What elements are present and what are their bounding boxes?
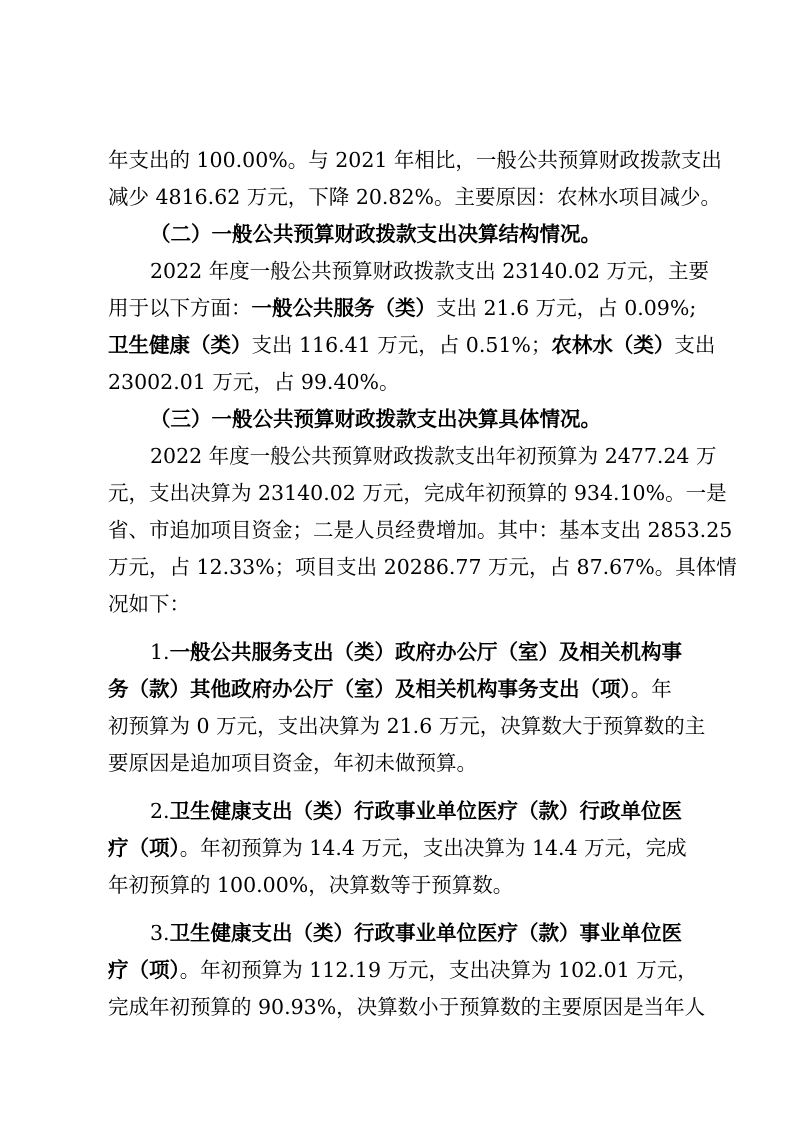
paragraph [108,253,716,401]
bold-text: 卫生健康（类） [108,333,252,357]
text-line [108,290,697,327]
text-line [108,438,717,475]
body-text: 。年初预算为 112.19 万元，支出决算为 102.01 万元， [179,958,698,982]
bold-text: 疗（项） [108,836,180,860]
body-text: 年支出的 100.00%。与 2021 年相比，一般公共预算财政拨款支出 [108,148,722,172]
body-text: 3. [150,921,170,945]
text-line [108,364,685,401]
body-text: 省、市追加项目资金；二是人员经费增加。其中：基本支出 2853.25 [108,518,733,542]
text-line [108,915,685,952]
paragraph [108,634,706,782]
text-line [108,512,733,549]
body-text: 2022 年度一般公共预算财政拨款支出 23140.02 万元，主要 [150,259,710,283]
body-text: 年初预算的 100.00%，决算数等于预算数。 [108,873,514,897]
paragraph [108,438,737,623]
text-line [108,830,685,867]
bold-text: 疗（项） [108,958,180,982]
paragraph [108,793,685,904]
bold-text: （三）一般公共预算财政拨款支出决算具体情况。 [150,407,601,431]
body-text: 要原因是追加项目资金，年初未做预算。 [108,751,477,775]
body-text: 元，支出决算为 23140.02 万元，完成年初预算的 934.10%。一是 [108,481,727,505]
body-text: 2. [150,799,170,823]
bold-text: 卫生健康支出（类）行政事业单位医疗（款）事业单位医 [169,921,683,945]
text-line [108,586,685,623]
text-line [108,671,685,708]
text-line [108,327,716,364]
body-text: 。年 [630,677,672,701]
bold-text: 一般公共服务（类） [251,296,436,320]
text-line [108,401,685,438]
bold-text: （二）一般公共预算财政拨款支出决算结构情况。 [150,222,601,246]
text-line [108,142,722,179]
text-line [108,989,706,1026]
body-text: 万元，占 12.33%；项目支出 20286.77 万元，占 87.67%。具体情 [108,555,737,579]
text-line [108,179,721,216]
text-line [108,793,685,830]
bold-text: 一般公共服务支出（类）政府办公厅（室）及相关机构事 [169,640,683,664]
bold-text: 务（款）其他政府办公厅（室）及相关机构事务支出（项） [108,677,631,701]
paragraph [108,401,685,438]
body-text: 2022 年度一般公共预算财政拨款支出年初预算为 2477.24 万 [150,444,717,468]
body-text: 23002.01 万元，占 99.40%。 [108,370,400,394]
text-line [108,745,685,782]
body-text: 减少 4816.62 万元，下降 20.82%。主要原因：农林水项目减少。 [108,185,721,209]
paragraph [108,142,722,216]
text-line [108,634,685,671]
body-text: 用于以下方面： [108,296,252,320]
body-text: 1. [150,640,170,664]
paragraph [108,216,685,253]
body-text: 。年初预算为 14.4 万元，支出决算为 14.4 万元，完成 [179,836,687,860]
text-line [108,475,727,512]
body-text: 完成年初预算的 90.93%，决算数小于预算数的主要原因是当年人 [108,995,706,1019]
text-line [108,216,685,253]
body-text: 况如下： [108,592,190,616]
text-line [108,253,710,290]
text-line [108,867,685,904]
text-line [108,708,706,745]
body-text: 支出 [674,333,716,357]
body-text: 初预算为 0 万元，支出决算为 21.6 万元，决算数大于预算数的主 [108,714,706,738]
paragraph [108,915,706,1026]
body-text: 支出 116.41 万元，占 0.51%； [251,333,552,357]
text-line [108,549,737,586]
bold-text: 农林水（类） [551,333,675,357]
text-line [108,952,698,989]
body-text: 支出 21.6 万元，占 0.09%; [436,296,697,320]
bold-text: 卫生健康支出（类）行政事业单位医疗（款）行政单位医 [169,799,683,823]
